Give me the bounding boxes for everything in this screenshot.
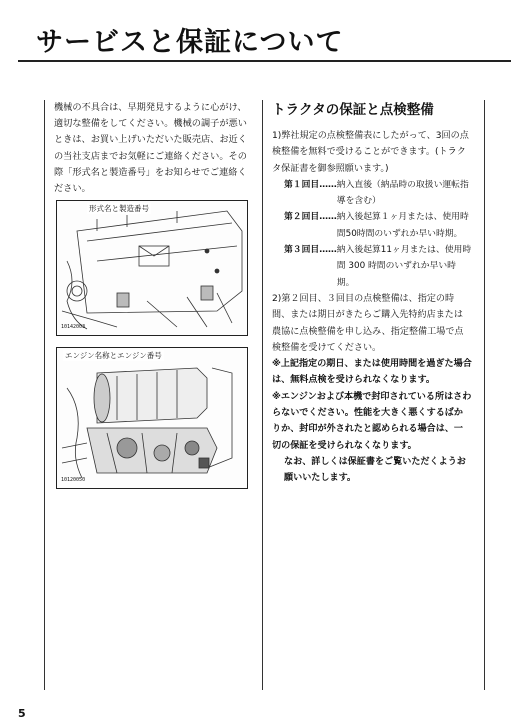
figure-code: 10120050 <box>61 477 86 483</box>
left-margin-rule <box>44 100 45 690</box>
period-text: 納入後起算１ヶ月または、使用時間50時間のいずれか早い時期。 <box>336 212 469 239</box>
column-divider <box>262 100 263 690</box>
figure-label-engine: エンジン名称とエンジン番号 <box>65 351 162 360</box>
period-row <box>272 177 472 210</box>
item-1: 1)弊社規定の点検整備表にしたがって、3回の点検整備を無料で受けることができます。(トラクタ保証書を御参照願います。) <box>272 131 469 174</box>
model-serial-figure <box>56 200 248 336</box>
page-title: サービスと保証について <box>36 27 344 58</box>
note-seal-warning: ※エンジンおよび本機で封印されている所はさわらないでください。性能を大きく悪くするばかりか、封印が外されたと認められる場合は、一切の保証を受けられなくなります。 <box>272 391 472 451</box>
service-paragraph: 機械の不具合は、早期発見するように心がけ、適切な整備をしてください。機械の調子が悪いときは、お買い上げいただいた販売店、お近くの当社支店までお気軽にご連絡ください。その際「形式名と製造番号」をお知らせでご連絡ください。 <box>54 102 247 195</box>
item-2: 2)第２回目、３回目の点検整備は、指定の時間、または期日がきたらご購入先特約店または農協に点検整備を申し込み、指定整備工場で点検整備を受けてください。 <box>272 293 464 353</box>
right-margin-rule <box>484 100 485 690</box>
period-row <box>272 242 472 291</box>
period-row <box>272 209 472 242</box>
period-label: 第３回目…… <box>284 245 337 256</box>
period-text: 納入後起算11ヶ月または、使用時間 300 時間のいずれか早い時期。 <box>336 245 472 288</box>
page-number: 5 <box>18 707 26 720</box>
engine-figure <box>56 347 248 489</box>
period-label: 第２回目…… <box>284 212 337 223</box>
right-column <box>272 100 472 487</box>
period-label: 第１回目…… <box>284 179 337 190</box>
figure-label-model-serial: 形式名と製造番号 <box>89 204 149 213</box>
engine-illustration <box>57 348 247 488</box>
figure-code: 10142003 <box>61 324 86 330</box>
note-period-expiry: ※上記指定の期日、または使用時間を過ぎた場合は、無料点検を受けられなくなります。 <box>272 359 472 386</box>
period-text: 納入直後（納品時の取扱い運転指導を含む） <box>336 179 469 207</box>
left-column <box>54 100 249 197</box>
warranty-heading: トラクタの保証と点検整備 <box>272 102 434 118</box>
tractor-body-illustration <box>57 201 247 335</box>
note-see-warranty: なお、詳しくは保証書をご覧いただくようお願いいたします。 <box>284 456 466 484</box>
title-rule <box>18 60 511 62</box>
